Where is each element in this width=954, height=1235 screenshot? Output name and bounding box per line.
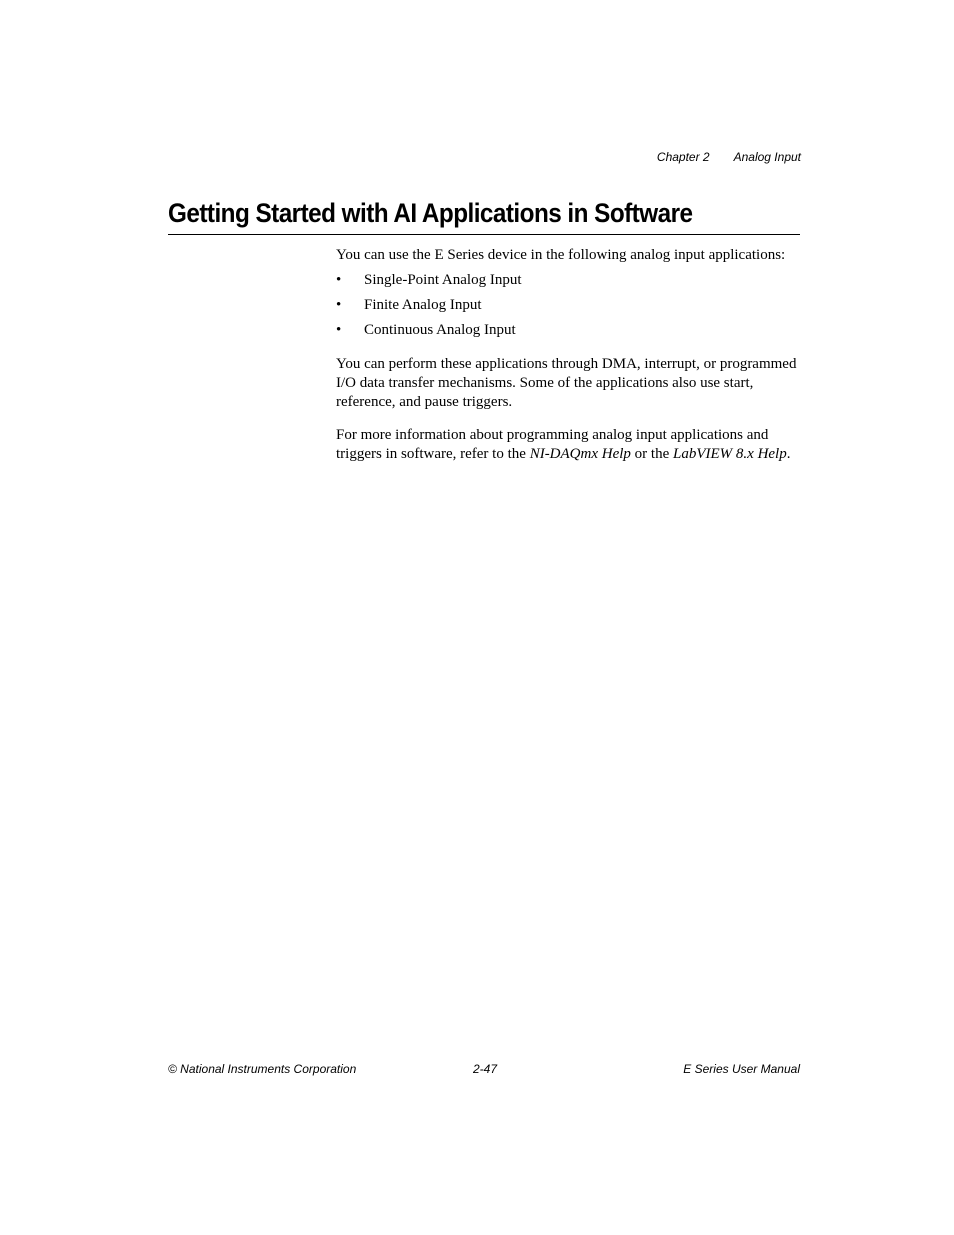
header-section: Analog Input	[733, 150, 801, 164]
list-item	[336, 321, 802, 340]
more-info-text-3: .	[786, 446, 791, 462]
header-chapter: Chapter 2	[656, 150, 710, 164]
labview-help-reference: LabVIEW 8.x Help	[673, 446, 787, 462]
footer-copyright: © National Instruments Corporation	[168, 1062, 357, 1076]
list-item-text: Single-Point Analog Input	[364, 272, 522, 288]
page-title: Getting Started with AI Applications in Software	[168, 198, 693, 228]
footer-manual-title: E Series User Manual	[683, 1062, 800, 1076]
running-header	[657, 150, 801, 164]
list-item-text: Finite Analog Input	[364, 297, 482, 313]
bullet-marker: •	[336, 272, 342, 288]
more-info-text-1: For more information about programming analog input applications and triggers in software, refer to the	[336, 427, 769, 462]
list-item	[336, 271, 802, 290]
bullet-marker: •	[336, 322, 342, 338]
ni-daqmx-help-reference: NI-DAQmx Help	[529, 446, 631, 462]
body-content	[336, 246, 802, 478]
list-item-text: Continuous Analog Input	[364, 322, 516, 338]
list-item	[336, 296, 802, 315]
application-list	[336, 271, 802, 340]
more-info-text-2: or the	[630, 446, 673, 462]
footer-page-number: 2-47	[473, 1062, 498, 1076]
transfer-paragraph: You can perform these applications through DMA, interrupt, or programmed I/O data transfer mechanisms. Some of the applications also use start, reference, and pause triggers.	[336, 356, 797, 410]
title-rule	[168, 234, 800, 235]
intro-paragraph: You can use the E Series device in the following analog input applications:	[336, 247, 786, 263]
bullet-marker: •	[336, 297, 342, 313]
more-info-paragraph	[336, 426, 802, 464]
